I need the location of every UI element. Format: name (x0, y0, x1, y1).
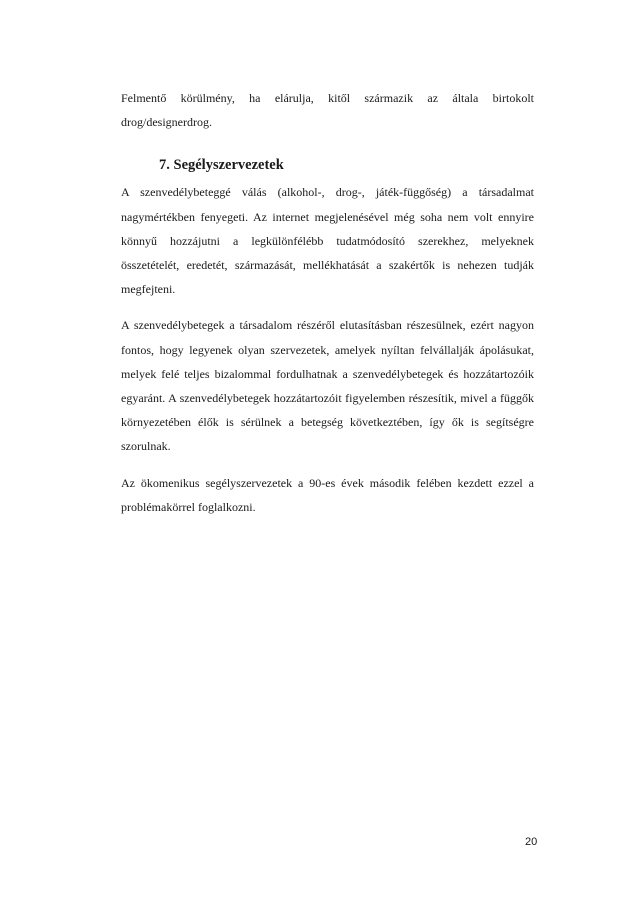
page-number: 20 (525, 836, 538, 848)
body-paragraph-2: A szenvedélybetegek a társadalom részéről elutasításban részesülnek, ezért nagyon fontos, hogy legyenek olyan szervezetek, amelyek nyíltan felvállalják ápolásukat, melyek felé teljes bizalommal fordulhatnak a szenvedélybetegek és hozzátartozóik egyaránt. A szenvedélybetegek hozzátartozóit figyelemben részesítik, mivel a függők környezetében élők is sérülnek a betegség következtében, így ők is segítségre szorulnak. (121, 318, 534, 454)
intro-paragraph: Felmentő körülmény, ha elárulja, kitől származik az általa birtokolt drog/designerdrog. (121, 91, 534, 130)
body-paragraph-3: Az ökomenikus segélyszervezetek a 90-es évek második felében kezdett ezzel a problémakörrel foglalkozni. (121, 475, 534, 514)
body-paragraph-1: A szenvedélybeteggé válás (alkohol-, drog-, játék-függőség) a társadalmat nagymértékben fenyegeti. Az internet megjelenésével még soha nem volt ennyire könnyű hozzájutni a legkülönfélébb tudatmódosító szerekhez, melyeknek összetételét, eredetét, származását, mellékhatását a szakértők is nehezen tudják megfejteni. (121, 185, 534, 297)
page-body (121, 86, 534, 519)
section-heading: 7. Segélyszervezetek (159, 157, 284, 174)
